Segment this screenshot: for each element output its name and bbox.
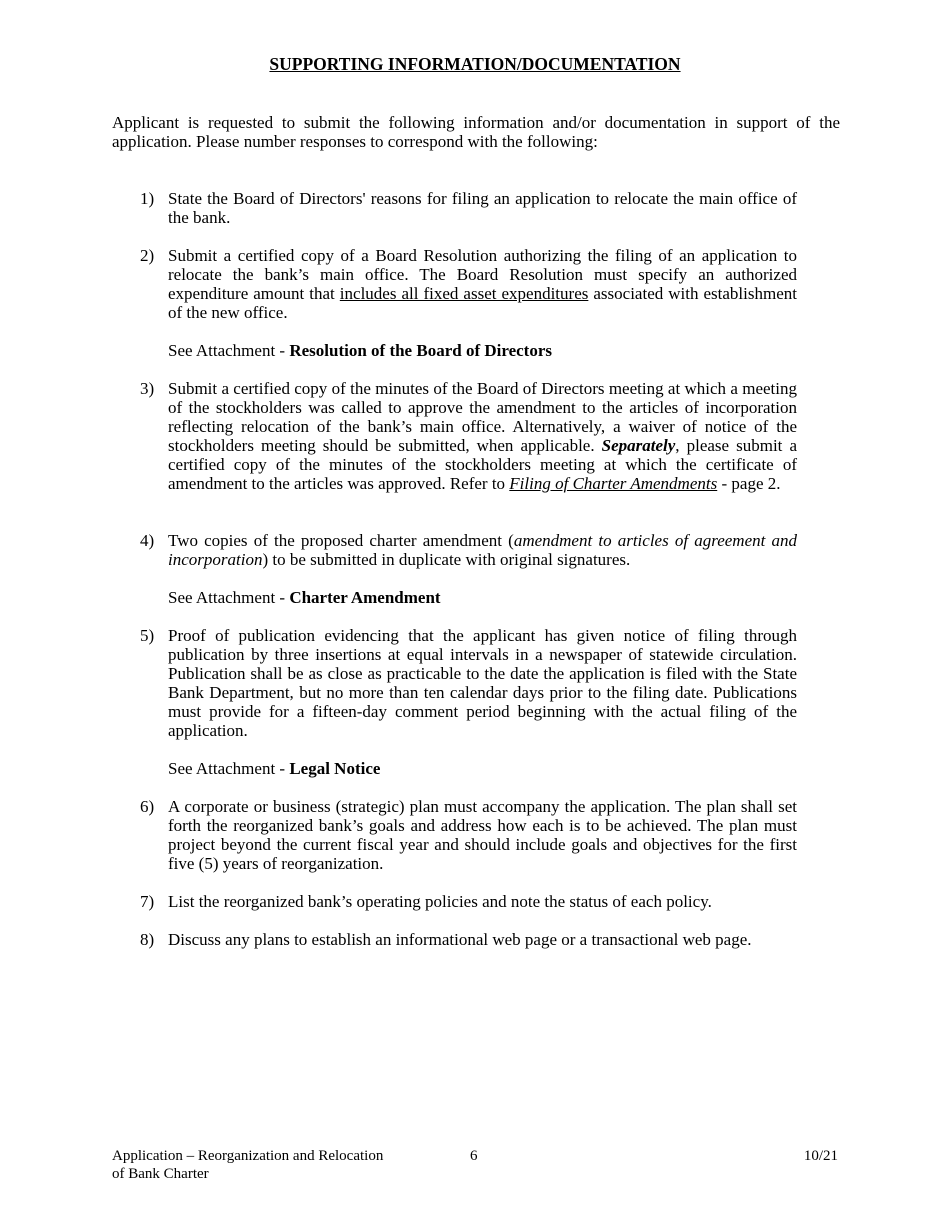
list-item-6: [140, 797, 797, 873]
list-item-7: [140, 892, 797, 911]
item-text: Submit a certified copy of a Board Resolution authorizing the filing of an application to relocate the bank’s main office. The Board Resolution must specify an authorized expenditure amount that includes all fixed asset expenditures associated with establishment of the new office.: [168, 246, 797, 322]
attachment-name: Charter Amendment: [289, 588, 441, 607]
attachment-name: Resolution of the Board of Directors: [289, 341, 553, 360]
list-item-1: [140, 189, 797, 227]
footer-revision-date: 10/21: [803, 1148, 838, 1164]
emphasis-text: Separately: [601, 436, 676, 455]
item-number: 5): [140, 626, 155, 645]
attachment-note-3: See Attachment - Legal Notice: [168, 759, 381, 778]
item-text: Proof of publication evidencing that the applicant has given notice of filing through publication by three insertions at equal intervals in a newspaper of statewide circulation. Publication shall be as close as practicable to the date the application is filed with the State Bank Department, but no more than ten calendar days prior to the filing date. Publications must provide for a fifteen-day comment period beginning with the actual filing of the application.: [168, 626, 797, 740]
item-number: 8): [140, 930, 155, 949]
attachment-note-2: See Attachment - Charter Amendment: [168, 588, 441, 607]
reference-link: Filing of Charter Amendments: [509, 474, 718, 493]
item-number: 4): [140, 531, 155, 550]
item-number: 2): [140, 246, 155, 265]
item-number: 1): [140, 189, 155, 208]
footer-page-number: 6: [470, 1148, 478, 1164]
item-text: A corporate or business (strategic) plan must accompany the application. The plan shall set forth the reorganized bank’s goals and address how each is to be achieved. The plan must project beyond the current fiscal year and should include goals and objectives for the first five (5) years of reorganization.: [168, 797, 797, 873]
item-number: 3): [140, 379, 155, 398]
page-title: SUPPORTING INFORMATION/DOCUMENTATION: [269, 54, 681, 74]
intro-paragraph: Applicant is requested to submit the following information and/or documentation in support of the application. Please number responses to correspond with the following:: [112, 113, 840, 151]
list-item-5: [140, 626, 797, 740]
attachment-name: Legal Notice: [289, 759, 381, 778]
list-item-2: [140, 246, 797, 322]
item-number: 7): [140, 892, 155, 911]
italic-phrase: amendment to articles of agreement and incorporation: [168, 531, 797, 569]
attachment-note-1: See Attachment - Resolution of the Board of Directors: [168, 341, 553, 360]
list-item-4: [140, 531, 797, 569]
item-text: List the reorganized bank’s operating policies and note the status of each policy.: [168, 892, 712, 911]
item-number: 6): [140, 797, 155, 816]
list-item-8: [140, 930, 797, 949]
item-text: State the Board of Directors' reasons for filing an application to relocate the main office of the bank.: [168, 189, 797, 227]
item-text: Discuss any plans to establish an informational web page or a transactional web page.: [168, 930, 752, 949]
underlined-phrase: includes all fixed asset expenditures: [339, 284, 589, 303]
item-text: Two copies of the proposed charter amendment (amendment to articles of agreement and incorporation) to be submitted in duplicate with original signatures.: [168, 531, 797, 569]
item-text: Submit a certified copy of the minutes of the Board of Directors meeting at which a meeting of the stockholders was called to approve the amendment to the articles of incorporation reflecting relocation of the bank’s main office. Alternatively, a waiver of notice of the stockholders meeting should be submitted, when applicable. Separately, please submit a certified copy of the minutes of the stockholders meeting at which the certificate of amendment to the articles was approved. Refer to Filing of Charter Amendments - page 2.: [168, 379, 797, 493]
list-item-3: [140, 379, 797, 493]
footer-document-title: Application – Reorganization and Relocation of Bank Charter: [112, 1148, 384, 1182]
